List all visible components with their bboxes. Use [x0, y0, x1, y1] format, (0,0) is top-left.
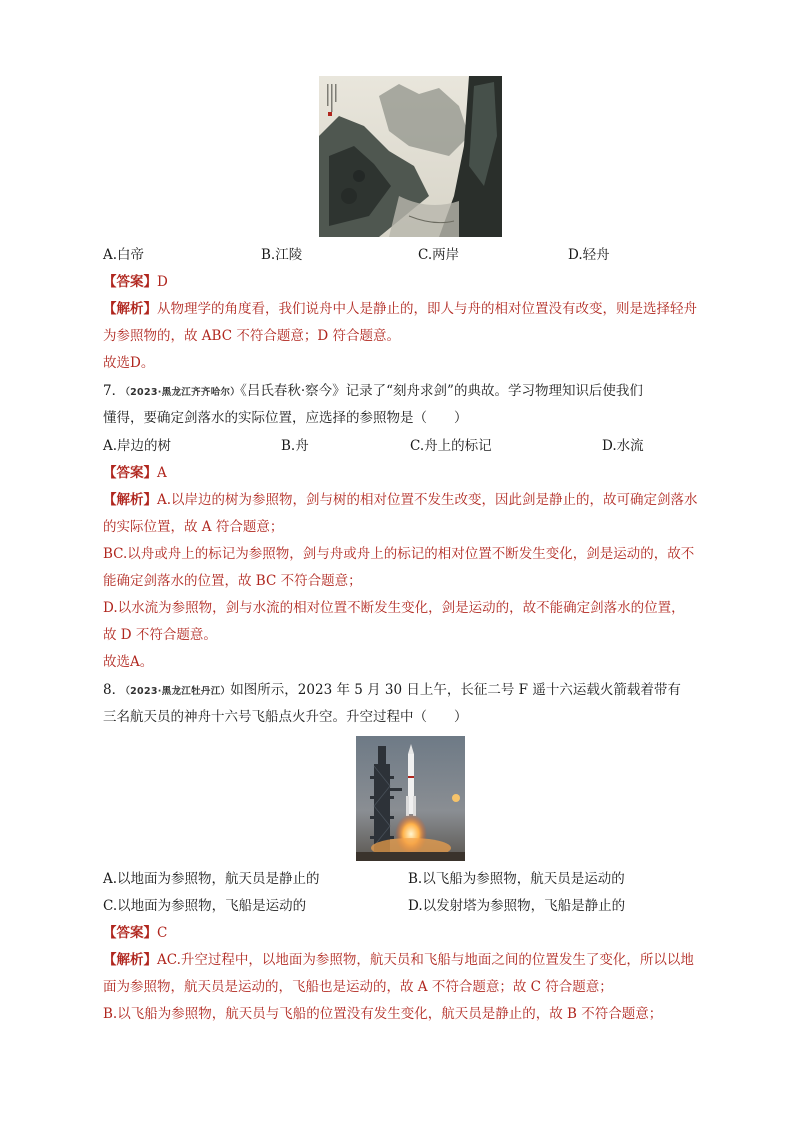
q6-answer: 【答案】D [103, 274, 168, 290]
q7-analysis-line-6: 故 D 不符合题意。 [103, 627, 217, 643]
q7-choose: 故选A。 [103, 654, 154, 670]
q6-option-c: C.两岸 [418, 247, 460, 263]
q6-choose: 故选D。 [103, 355, 155, 371]
q7-option-b: B.舟 [281, 438, 309, 454]
q8-stem-line-2: 三名航天员的神舟十六号飞船点火升空。升空过程中（ ） [103, 709, 468, 725]
q8-answer: 【答案】C [103, 925, 168, 941]
q8-option-d: D.以发射塔为参照物，飞船是静止的 [408, 898, 626, 914]
q7-analysis-line-1: 【解析】A.以岸边的树为参照物，剑与树的相对位置不发生改变，因此剑是静止的，故可确定剑落水 [103, 492, 698, 508]
q7-stem-line-2: 懂得，要确定剑落水的实际位置，应选择的参照物是（ ） [103, 410, 468, 426]
q7-analysis-line-5: D.以水流为参照物，剑与水流的相对位置不断发生变化，剑是运动的，故不能确定剑落水的位置， [103, 600, 685, 616]
rocket-launch-figure [356, 736, 465, 861]
q6-analysis-line-1: 【解析】从物理学的角度看，我们说舟中人是静止的，即人与舟的相对位置没有改变，则是选择轻舟 [103, 301, 697, 317]
q8-analysis-line-3: B.以飞船为参照物，航天员与飞船的位置没有发生变化，航天员是静止的，故 B 不符合题意； [103, 1006, 663, 1022]
q7-stem-line-1: 7．（2023·黑龙江齐齐哈尔）《吕氏春秋·察今》记录了“刻舟求剑”的典故。学习物理知识后使我们 [103, 383, 643, 399]
landscape-painting-image [319, 76, 502, 237]
q8-option-b: B.以飞船为参照物，航天员是运动的 [408, 871, 625, 887]
rocket-launch-image [356, 736, 465, 861]
q7-option-a: A.岸边的树 [103, 438, 172, 454]
q7-analysis-line-2: 的实际位置，故 A 符合题意； [103, 519, 284, 535]
q8-analysis-line-1: 【解析】AC.升空过程中，以地面为参照物，航天员和飞船与地面之间的位置发生了变化，所以以地 [103, 952, 694, 968]
q8-option-a: A.以地面为参照物，航天员是静止的 [103, 871, 320, 887]
q7-analysis-line-3: BC.以舟或舟上的标记为参照物，剑与舟或舟上的标记的相对位置不断发生变化，剑是运动的，故不 [103, 546, 695, 562]
q6-analysis-line-2: 为参照物的，故 ABC 不符合题意；D 符合题意。 [103, 328, 400, 344]
q7-answer: 【答案】A [103, 465, 167, 481]
q7-option-d: D.水流 [602, 438, 644, 454]
q8-analysis-line-2: 面为参照物，航天员是运动的，飞船也是运动的，故 A 不符合题意；故 C 符合题意； [103, 979, 613, 995]
q8-option-c: C.以地面为参照物，飞船是运动的 [103, 898, 307, 914]
q6-option-a: A.白帝 [103, 247, 145, 263]
q7-analysis-line-4: 能确定剑落水的位置，故 BC 不符合题意； [103, 573, 362, 589]
q7-option-c: C.舟上的标记 [410, 438, 492, 454]
landscape-painting-figure [319, 76, 502, 237]
q6-option-b: B.江陵 [261, 247, 303, 263]
q8-stem-line-1: 8．（2023·黑龙江牡丹江）如图所示，2023 年 5 月 30 日上午，长征二号 F 遥十六运载火箭载着带有 [103, 682, 681, 698]
q6-option-d: D.轻舟 [568, 247, 610, 263]
